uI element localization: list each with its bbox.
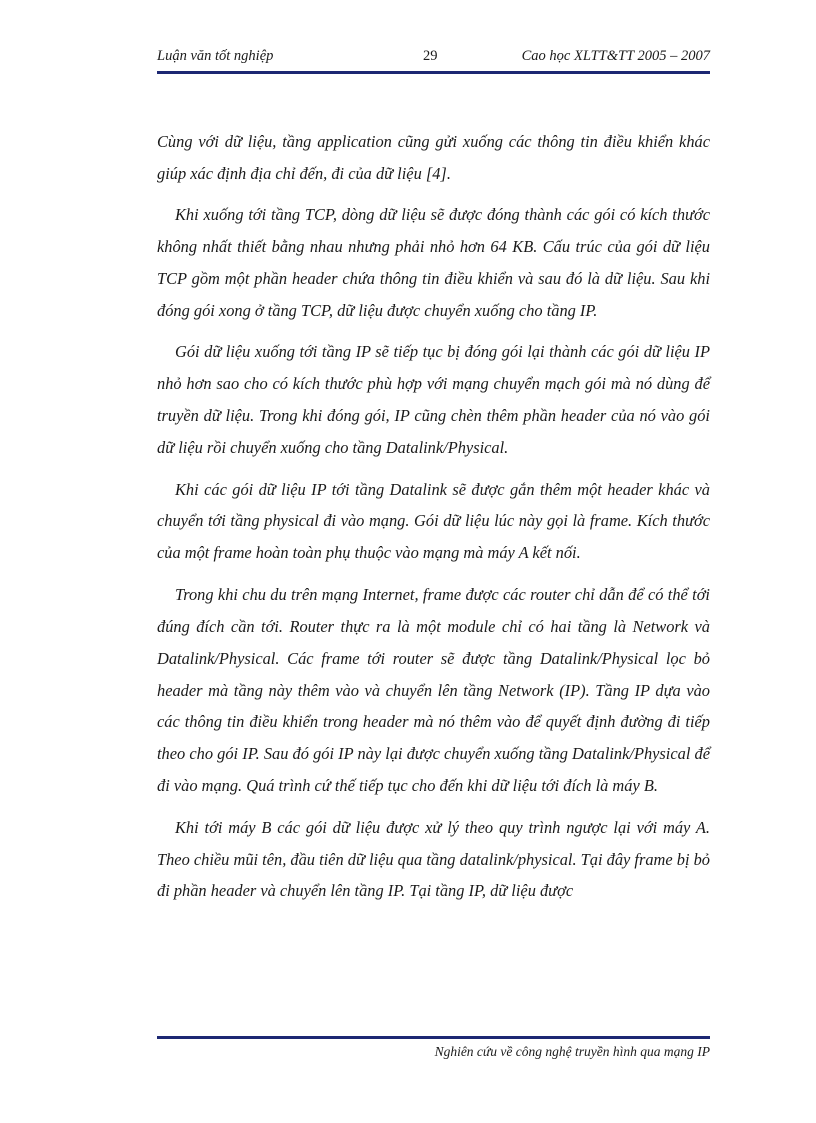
paragraph: Cùng với dữ liệu, tầng application cũng gửi xuống các thông tin điều khiển khác giúp xác định địa chỉ đến, đi của dữ liệu [4].	[157, 132, 710, 183]
paragraph: Khi các gói dữ liệu IP tới tầng Datalink sẽ được gắn thêm một header khác và chuyển tới tầng physical đi vào mạng. Gói dữ liệu lúc này gọi là frame. Kích thước của một frame hoàn toàn phụ thuộc vào mạng mà máy A kết nối.	[157, 479, 710, 563]
paragraph: Gói dữ liệu xuống tới tầng IP sẽ tiếp tục bị đóng gói lại thành các gói dữ liệu IP nhỏ hơn sao cho có kích thước phù hợp với mạng chuyển mạch gói mà nó dùng để truyền dữ liệu. Trong khi đóng gói, IP cũng chèn thêm phần header của nó vào gói dữ liệu rồi chuyển xuống cho tầng Datalink/Physical.	[157, 342, 710, 458]
page-number: 29	[423, 48, 438, 64]
body-text	[157, 126, 710, 917]
paragraph: Trong khi chu du trên mạng Internet, frame được các router chỉ dẫn để có thể tới đúng đích cần tới. Router thực ra là một module chỉ có hai tầng là Network và Datalink/Physical. Các frame tới router sẽ được tầng Datalink/Physical lọc bỏ header mà tầng này thêm vào và chuyển lên tầng Network (IP). Tầng IP dựa vào các thông tin điều khiển trong header mà nó thêm vào để quyết định đường đi tiếp theo cho gói IP. Sau đó gói IP này lại được chuyển xuống tầng Datalink/Physical để đi vào mạng. Quá trình cứ thế tiếp tục cho đến khi dữ liệu tới đích là máy B.	[157, 584, 710, 796]
paragraph: Khi tới máy B các gói dữ liệu được xử lý theo quy trình ngược lại với máy A. Theo chiều mũi tên, đầu tiên dữ liệu qua tầng datalink/physical. Tại đây frame bị bỏ đi phần header và chuyển lên tầng IP. Tại tầng IP, dữ liệu được	[157, 817, 710, 901]
paragraph: Khi xuống tới tầng TCP, dòng dữ liệu sẽ được đóng thành các gói có kích thước không nhất thiết bằng nhau nhưng phải nhỏ hơn 64 KB. Cấu trúc của gói dữ liệu TCP gồm một phần header chứa thông tin điều khiển và sau đó là dữ liệu. Sau khi đóng gói xong ở tầng TCP, dữ liệu được chuyển xuống cho tầng IP.	[157, 205, 710, 321]
footer-rule	[157, 1036, 710, 1039]
page-header	[157, 44, 710, 70]
header-course-info: Cao học XLTT&TT 2005 – 2007	[521, 48, 710, 64]
page-footer: Nghiên cứu về công nghệ truyền hình qua mạng IP	[434, 1044, 710, 1059]
header-rule	[157, 71, 710, 74]
header-thesis-title: Luận văn tốt nghiệp	[157, 48, 274, 64]
